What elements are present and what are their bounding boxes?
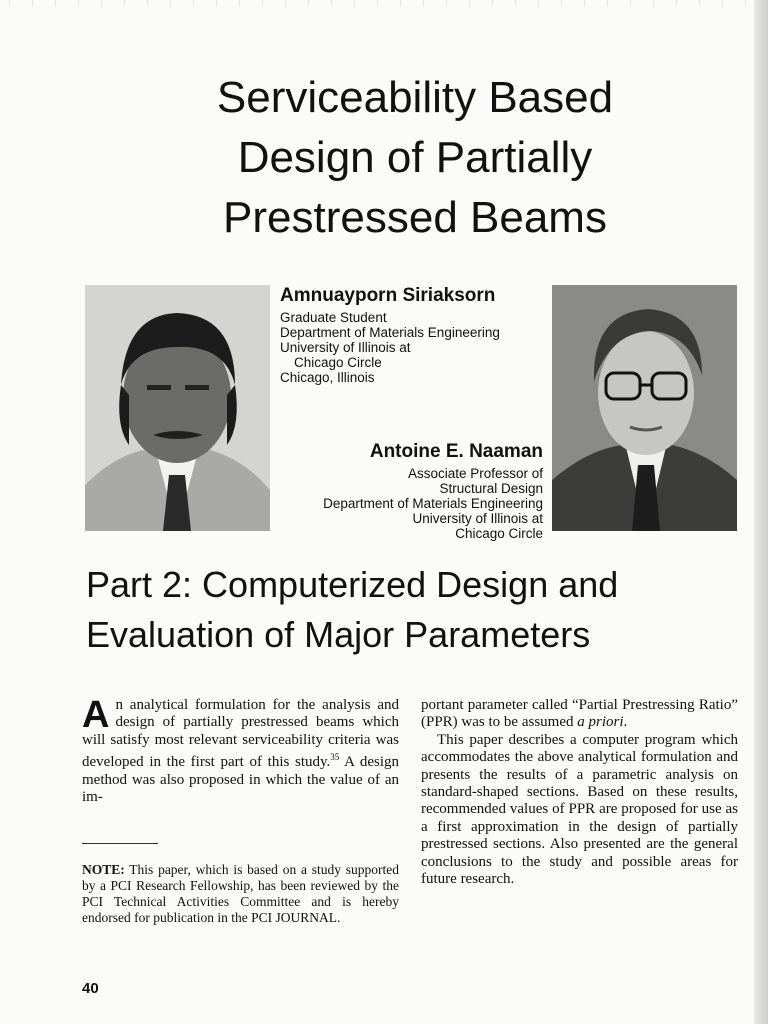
note-label: NOTE: bbox=[82, 862, 125, 877]
continued-text: portant parameter called “Partial Prestressing Ratio” (PPR) was to be assumed bbox=[421, 697, 738, 731]
author-affiliation-line: University of Illinois at bbox=[412, 511, 543, 526]
drop-cap: A bbox=[82, 694, 110, 736]
title-line: Prestressed Beams bbox=[223, 193, 607, 242]
article-title bbox=[150, 68, 680, 248]
author-photo-siriaksorn bbox=[85, 285, 270, 531]
author-photo-naaman bbox=[552, 285, 737, 531]
author-affiliation-line: Associate Professor of bbox=[407, 466, 543, 481]
continued-paragraph bbox=[421, 697, 738, 732]
author-affiliation-line: Graduate Student bbox=[280, 310, 387, 325]
intro-paragraph bbox=[82, 694, 399, 806]
author-affiliation-line: Department of Materials Engineering bbox=[280, 325, 500, 340]
page-number: 40 bbox=[82, 980, 99, 997]
summary-paragraph: This paper describes a computer program which accommodates the above analytical formulation and presents the results of a parametric analysis on standard-shaped sections. Based on these results, recommended values of PPR are proposed for use as a first approximation in the design of partially prestressed sections. Also presented are the general conclusions to the study and possible areas for future research. bbox=[421, 731, 738, 888]
intro-text-tail: A design method was also proposed in which the value of an im- bbox=[82, 754, 399, 806]
editorial-note bbox=[82, 862, 399, 926]
footnote-rule bbox=[82, 843, 158, 844]
intro-text: n analytical formulation for the analysis and design of partially prestressed beams which will satisfy most relevant serviceability criteria was developed in the first part of this study. bbox=[82, 697, 399, 771]
continued-text-end: . bbox=[623, 714, 628, 731]
author-block-1 bbox=[280, 284, 500, 385]
author-affiliation-line: Chicago, Illinois bbox=[280, 370, 375, 385]
reference-number: 35 bbox=[330, 752, 340, 763]
title-line: Design of Partially bbox=[237, 133, 593, 182]
author-affiliation-line: University of Illinois at bbox=[280, 340, 411, 355]
body-column-left bbox=[82, 694, 399, 806]
author-block-2 bbox=[280, 440, 543, 541]
author-affiliation-line: Chicago Circle bbox=[294, 355, 382, 370]
author-affiliation-line: Department of Materials Engineering bbox=[323, 496, 543, 511]
author-affiliation-line: Chicago Circle bbox=[455, 526, 543, 541]
title-line: Serviceability Based bbox=[216, 73, 614, 122]
subtitle-line: Evaluation of Major Parameters bbox=[86, 614, 591, 655]
page-edge bbox=[754, 0, 768, 1024]
note-text: This paper, which is based on a study supported by a PCI Research Fellowship, has been reviewed by the PCI Technical Activities Committee and is hereby endorsed for publication in the PCI JOURNAL. bbox=[82, 862, 399, 925]
author-affiliation-line: Structural Design bbox=[439, 481, 543, 496]
article-subtitle bbox=[86, 560, 618, 660]
author-name: Antoine E. Naaman bbox=[369, 441, 543, 462]
scan-artifact bbox=[0, 0, 768, 6]
italic-term: a priori bbox=[577, 714, 624, 731]
author-name: Amnuayporn Siriaksorn bbox=[280, 285, 496, 306]
subtitle-line: Part 2: Computerized Design and bbox=[86, 564, 619, 605]
body-column-right bbox=[421, 697, 738, 888]
